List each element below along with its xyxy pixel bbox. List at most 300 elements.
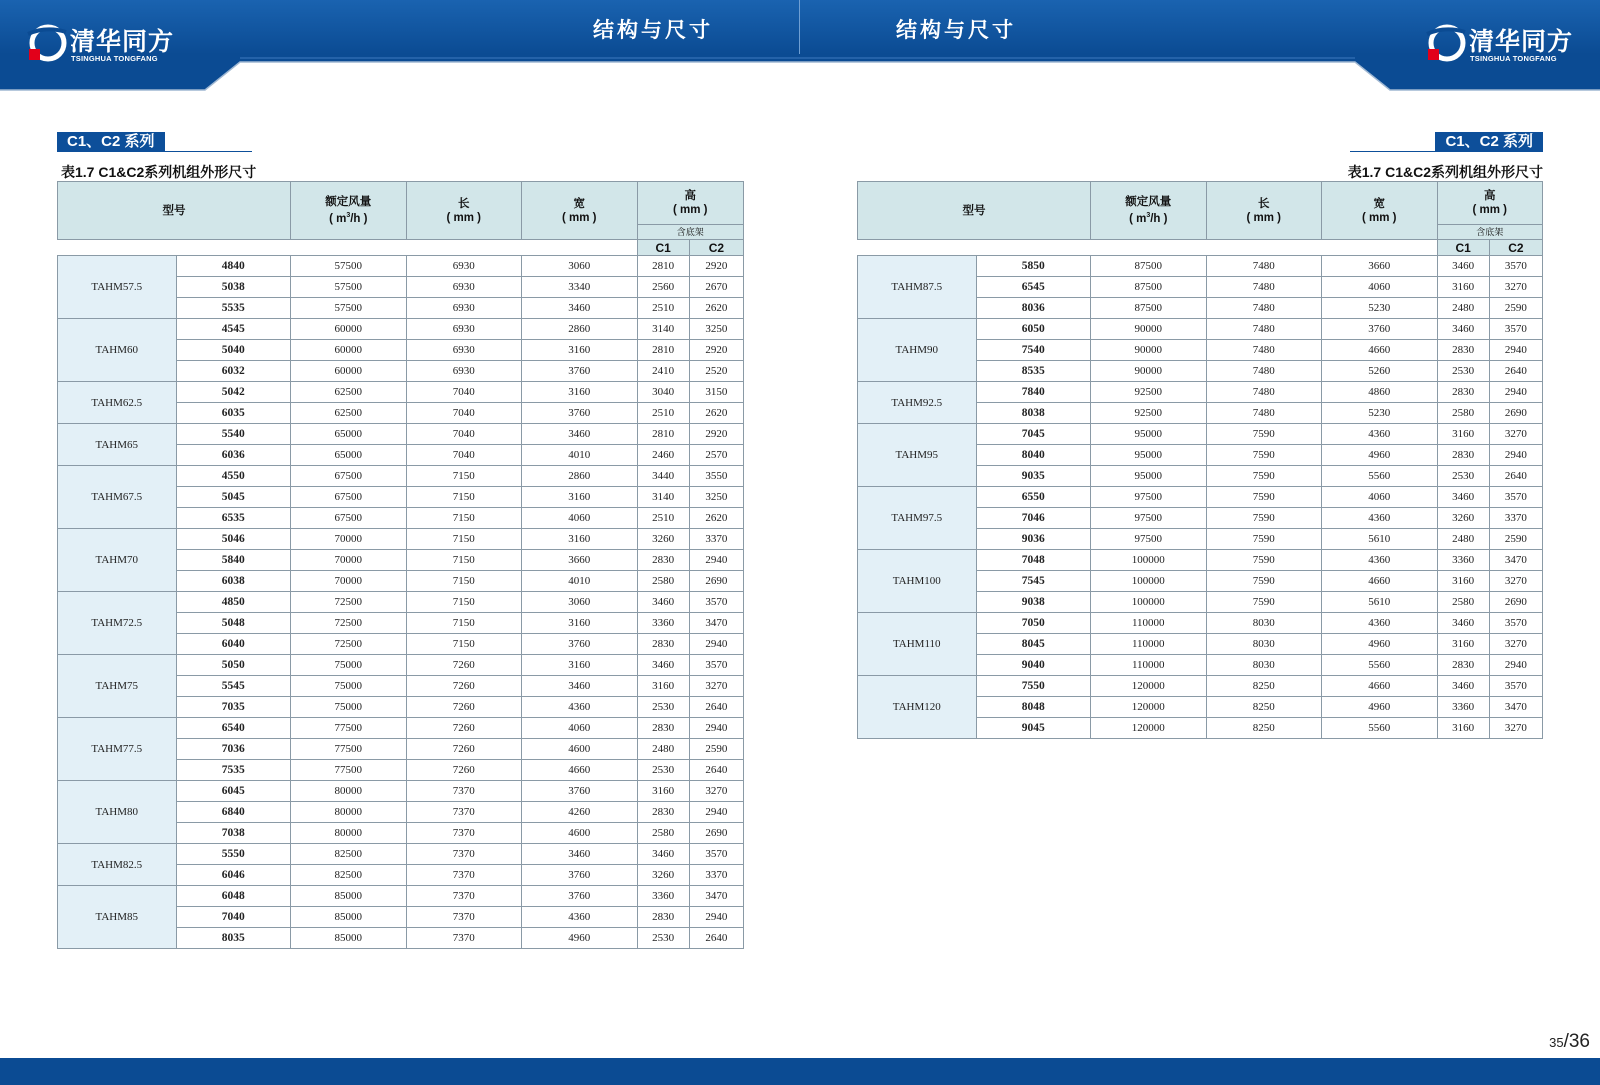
airflow-cell: 90000 (1091, 361, 1207, 382)
length-cell: 8250 (1206, 718, 1322, 739)
width-cell: 3760 (522, 634, 638, 655)
model-cell: 5540 (176, 424, 291, 445)
height-c2-cell: 3570 (689, 592, 743, 613)
height-c1-cell: 3460 (1437, 319, 1489, 340)
height-c1-cell: 3160 (1437, 718, 1489, 739)
height-c2-cell: 2940 (1489, 340, 1542, 361)
length-cell: 7040 (406, 382, 522, 403)
series-name-cell: TAHM120 (858, 676, 977, 739)
series-name-cell: TAHM80 (58, 781, 177, 844)
height-c1-cell: 2510 (637, 508, 689, 529)
length-cell: 7150 (406, 529, 522, 550)
page-number (1549, 1031, 1590, 1053)
width-cell: 4960 (1322, 634, 1438, 655)
height-c1-cell: 2530 (637, 697, 689, 718)
width-cell: 3340 (522, 277, 638, 298)
height-c2-cell: 3470 (689, 886, 743, 907)
airflow-cell: 82500 (291, 865, 407, 886)
length-cell: 7590 (1206, 466, 1322, 487)
airflow-cell: 77500 (291, 760, 407, 781)
airflow-cell: 85000 (291, 928, 407, 949)
model-cell: 6550 (976, 487, 1091, 508)
airflow-cell: 95000 (1091, 445, 1207, 466)
model-cell: 9035 (976, 466, 1091, 487)
height-c2-cell: 2640 (1489, 361, 1542, 382)
width-cell: 4960 (522, 928, 638, 949)
col-header-width: 宽 ( mm ) (1322, 182, 1438, 240)
model-cell: 6040 (176, 634, 291, 655)
width-cell: 4600 (522, 739, 638, 760)
airflow-cell: 62500 (291, 403, 407, 424)
col-header-model: 型号 (858, 182, 1091, 240)
airflow-cell: 90000 (1091, 340, 1207, 361)
height-c1-cell: 3460 (637, 592, 689, 613)
header-divider (799, 0, 800, 54)
height-c1-cell: 2830 (1437, 445, 1489, 466)
height-c2-cell: 3470 (1489, 550, 1542, 571)
model-cell: 7050 (976, 613, 1091, 634)
series-name-cell: TAHM82.5 (58, 844, 177, 886)
table-title-left: 表1.7 C1&C2系列机组外形尺寸 (61, 164, 257, 180)
table-row (858, 256, 1543, 277)
height-c2-cell: 2590 (689, 739, 743, 760)
model-cell: 5038 (176, 277, 291, 298)
col-header-airflow: 额定风量 ( $m^3/h$ ) (291, 182, 407, 240)
height-c2-cell: 3570 (689, 844, 743, 865)
height-c2-cell: 3370 (1489, 508, 1542, 529)
table-row (58, 886, 744, 907)
height-c1-cell: 2460 (637, 445, 689, 466)
length-cell: 7370 (406, 886, 522, 907)
model-cell: 6045 (176, 781, 291, 802)
width-cell: 3160 (522, 487, 638, 508)
series-name-cell: TAHM90 (858, 319, 977, 382)
airflow-cell: 70000 (291, 550, 407, 571)
width-cell: 3460 (522, 676, 638, 697)
width-cell: 5230 (1322, 403, 1438, 424)
airflow-cell: 75000 (291, 697, 407, 718)
table-row (58, 424, 744, 445)
height-c1-cell: 3460 (1437, 487, 1489, 508)
series-name-cell: TAHM97.5 (858, 487, 977, 550)
airflow-cell: 110000 (1091, 655, 1207, 676)
series-tag-label: C1、C2 系列 (1435, 132, 1543, 152)
length-cell: 7480 (1206, 319, 1322, 340)
height-c2-cell: 3570 (1489, 487, 1542, 508)
height-c2-cell: 3550 (689, 466, 743, 487)
height-c1-cell: 2810 (637, 340, 689, 361)
airflow-cell: 67500 (291, 466, 407, 487)
width-cell: 4060 (1322, 487, 1438, 508)
model-cell: 6046 (176, 865, 291, 886)
length-cell: 7590 (1206, 487, 1322, 508)
airflow-cell: 65000 (291, 445, 407, 466)
model-cell: 7048 (976, 550, 1091, 571)
length-cell: 7480 (1206, 361, 1322, 382)
length-cell: 7480 (1206, 382, 1322, 403)
width-cell: 3660 (1322, 256, 1438, 277)
model-cell: 7840 (976, 382, 1091, 403)
height-c1-cell: 2830 (637, 718, 689, 739)
height-c2-cell: 2640 (689, 928, 743, 949)
width-cell: 4360 (1322, 424, 1438, 445)
length-cell: 7040 (406, 445, 522, 466)
logo-text-en: TSINGHUA TONGFANG (71, 54, 158, 63)
model-cell: 7535 (176, 760, 291, 781)
length-cell: 7370 (406, 823, 522, 844)
width-cell: 3760 (522, 886, 638, 907)
height-c1-cell: 2830 (637, 802, 689, 823)
length-cell: 8030 (1206, 655, 1322, 676)
height-c1-cell: 2580 (637, 571, 689, 592)
height-c1-cell: 2530 (637, 928, 689, 949)
height-c1-cell: 3160 (1437, 634, 1489, 655)
model-cell: 7035 (176, 697, 291, 718)
height-c1-cell: 3140 (637, 487, 689, 508)
model-cell: 6050 (976, 319, 1091, 340)
width-cell: 4960 (1322, 697, 1438, 718)
series-name-cell: TAHM77.5 (58, 718, 177, 781)
series-name-cell: TAHM110 (858, 613, 977, 676)
height-c2-cell: 3250 (689, 487, 743, 508)
logo-text-cn: 清华同方 (70, 27, 175, 56)
logo-text-en: TSINGHUA TONGFANG (1470, 54, 1557, 63)
width-cell: 4360 (1322, 508, 1438, 529)
airflow-cell: 120000 (1091, 718, 1207, 739)
height-c1-cell: 2480 (1437, 529, 1489, 550)
airflow-cell: 92500 (1091, 382, 1207, 403)
airflow-cell: 85000 (291, 886, 407, 907)
table-row (858, 613, 1543, 634)
model-cell: 6036 (176, 445, 291, 466)
height-c2-cell: 2590 (1489, 298, 1542, 319)
length-cell: 6930 (406, 298, 522, 319)
model-cell: 5045 (176, 487, 291, 508)
length-cell: 7480 (1206, 298, 1322, 319)
length-cell: 7260 (406, 676, 522, 697)
width-cell: 4660 (1322, 340, 1438, 361)
length-cell: 7370 (406, 865, 522, 886)
width-cell: 3760 (522, 361, 638, 382)
height-c1-cell: 2830 (637, 550, 689, 571)
width-cell: 3760 (522, 865, 638, 886)
header-title-left: 结构与尺寸 (593, 17, 713, 42)
airflow-cell: 92500 (1091, 403, 1207, 424)
model-cell: 7545 (976, 571, 1091, 592)
table-row (858, 382, 1543, 403)
model-cell: 9038 (976, 592, 1091, 613)
airflow-cell: 110000 (1091, 634, 1207, 655)
series-name-cell: TAHM57.5 (58, 256, 177, 319)
page-total: 36 (1568, 1031, 1590, 1052)
model-cell: 5042 (176, 382, 291, 403)
airflow-cell: 70000 (291, 529, 407, 550)
height-c2-cell: 2940 (1489, 445, 1542, 466)
airflow-cell: 97500 (1091, 487, 1207, 508)
model-cell: 7046 (976, 508, 1091, 529)
model-cell: 4550 (176, 466, 291, 487)
height-c1-cell: 3460 (1437, 676, 1489, 697)
width-cell: 3160 (522, 655, 638, 676)
airflow-cell: 97500 (1091, 508, 1207, 529)
width-cell: 5230 (1322, 298, 1438, 319)
width-cell: 4960 (1322, 445, 1438, 466)
height-c1-cell: 2830 (637, 634, 689, 655)
series-tag-left (57, 132, 252, 152)
airflow-cell: 67500 (291, 508, 407, 529)
height-c2-cell: 2640 (689, 760, 743, 781)
length-cell: 7480 (1206, 277, 1322, 298)
airflow-cell: 87500 (1091, 298, 1207, 319)
height-c1-cell: 3460 (1437, 256, 1489, 277)
length-cell: 7370 (406, 844, 522, 865)
length-cell: 8030 (1206, 634, 1322, 655)
height-c2-cell: 2570 (689, 445, 743, 466)
airflow-cell: 80000 (291, 823, 407, 844)
series-name-cell: TAHM60 (58, 319, 177, 382)
logo-mark-icon (1425, 24, 1467, 64)
height-c2-cell: 2940 (1489, 382, 1542, 403)
width-cell: 4060 (522, 508, 638, 529)
width-cell: 2860 (522, 319, 638, 340)
airflow-cell: 87500 (1091, 256, 1207, 277)
length-cell: 7260 (406, 655, 522, 676)
height-c1-cell: 2580 (1437, 592, 1489, 613)
series-name-cell: TAHM87.5 (858, 256, 977, 319)
length-cell: 7150 (406, 592, 522, 613)
width-cell: 3160 (522, 340, 638, 361)
width-cell: 4260 (522, 802, 638, 823)
height-c2-cell: 2690 (1489, 403, 1542, 424)
logo-right (1425, 18, 1585, 64)
height-c1-cell: 3040 (637, 382, 689, 403)
height-c1-cell: 2830 (637, 907, 689, 928)
height-c2-cell: 3570 (689, 655, 743, 676)
height-c1-cell: 2510 (637, 298, 689, 319)
height-c1-cell: 3160 (1437, 277, 1489, 298)
airflow-cell: 110000 (1091, 613, 1207, 634)
col-header-base-note: 含底架 (1437, 225, 1542, 240)
airflow-cell: 80000 (291, 781, 407, 802)
length-cell: 8250 (1206, 697, 1322, 718)
series-name-cell: TAHM67.5 (58, 466, 177, 529)
table-row (858, 487, 1543, 508)
model-cell: 7038 (176, 823, 291, 844)
model-cell: 4840 (176, 256, 291, 277)
airflow-cell: 77500 (291, 739, 407, 760)
table-row (58, 592, 744, 613)
length-cell: 7260 (406, 739, 522, 760)
model-cell: 8535 (976, 361, 1091, 382)
height-c1-cell: 3360 (1437, 697, 1489, 718)
model-cell: 5040 (176, 340, 291, 361)
airflow-cell: 72500 (291, 634, 407, 655)
table-row (58, 781, 744, 802)
model-cell: 6038 (176, 571, 291, 592)
height-c2-cell: 2620 (689, 403, 743, 424)
height-c1-cell: 3160 (637, 676, 689, 697)
height-c2-cell: 3270 (1489, 424, 1542, 445)
width-cell: 4060 (1322, 277, 1438, 298)
height-c2-cell: 3570 (1489, 319, 1542, 340)
col-header-airflow: 额定风量 ( $m^3/h$ ) (1091, 182, 1207, 240)
length-cell: 7590 (1206, 445, 1322, 466)
logo-mark-icon (26, 24, 68, 64)
width-cell: 4010 (522, 571, 638, 592)
length-cell: 7480 (1206, 256, 1322, 277)
height-c2-cell: 2940 (689, 634, 743, 655)
col-header-length: 长 ( mm ) (1206, 182, 1322, 240)
height-c2-cell: 2620 (689, 508, 743, 529)
width-cell: 5560 (1322, 718, 1438, 739)
height-c2-cell: 2940 (689, 718, 743, 739)
height-c2-cell: 2940 (689, 550, 743, 571)
height-c1-cell: 2830 (1437, 382, 1489, 403)
width-cell: 4360 (1322, 550, 1438, 571)
col-header-c1: C1 (1437, 240, 1489, 256)
width-cell: 2860 (522, 466, 638, 487)
width-cell: 3760 (522, 403, 638, 424)
length-cell: 7370 (406, 907, 522, 928)
length-cell: 7590 (1206, 550, 1322, 571)
length-cell: 7150 (406, 613, 522, 634)
length-cell: 7590 (1206, 508, 1322, 529)
col-header-width: 宽 ( mm ) (522, 182, 638, 240)
airflow-cell: 57500 (291, 256, 407, 277)
length-cell: 7150 (406, 550, 522, 571)
length-cell: 7480 (1206, 403, 1322, 424)
height-c1-cell: 2830 (1437, 655, 1489, 676)
width-cell: 3660 (522, 550, 638, 571)
model-cell: 7045 (976, 424, 1091, 445)
width-cell: 3460 (522, 424, 638, 445)
length-cell: 8250 (1206, 676, 1322, 697)
height-c2-cell: 3570 (1489, 256, 1542, 277)
airflow-cell: 95000 (1091, 424, 1207, 445)
airflow-cell: 90000 (1091, 319, 1207, 340)
airflow-cell: 60000 (291, 361, 407, 382)
height-c2-cell: 3270 (1489, 277, 1542, 298)
model-cell: 7540 (976, 340, 1091, 361)
length-cell: 6930 (406, 340, 522, 361)
length-cell: 7480 (1206, 340, 1322, 361)
airflow-cell: 100000 (1091, 550, 1207, 571)
width-cell: 5260 (1322, 361, 1438, 382)
series-name-cell: TAHM92.5 (858, 382, 977, 424)
height-c2-cell: 3470 (689, 613, 743, 634)
model-cell: 6535 (176, 508, 291, 529)
length-cell: 6930 (406, 277, 522, 298)
height-c1-cell: 2810 (637, 256, 689, 277)
width-cell: 3160 (522, 529, 638, 550)
width-cell: 4660 (522, 760, 638, 781)
logo-left (26, 18, 186, 64)
length-cell: 6930 (406, 256, 522, 277)
height-c2-cell: 3370 (689, 865, 743, 886)
model-cell: 5535 (176, 298, 291, 319)
model-cell: 5550 (176, 844, 291, 865)
model-cell: 6840 (176, 802, 291, 823)
height-c1-cell: 3160 (1437, 571, 1489, 592)
height-c1-cell: 3360 (637, 886, 689, 907)
model-cell: 8045 (976, 634, 1091, 655)
height-c1-cell: 2830 (1437, 340, 1489, 361)
height-c2-cell: 3270 (1489, 571, 1542, 592)
model-cell: 5050 (176, 655, 291, 676)
series-name-cell: TAHM70 (58, 529, 177, 592)
page-separator: / (1563, 1031, 1569, 1052)
length-cell: 8030 (1206, 613, 1322, 634)
col-header-c2: C2 (1489, 240, 1542, 256)
table-row (58, 466, 744, 487)
airflow-cell: 67500 (291, 487, 407, 508)
width-cell: 5610 (1322, 592, 1438, 613)
table-row (858, 550, 1543, 571)
height-c2-cell: 3250 (689, 319, 743, 340)
airflow-cell: 77500 (291, 718, 407, 739)
model-cell: 6035 (176, 403, 291, 424)
width-cell: 3760 (522, 781, 638, 802)
width-cell: 3060 (522, 256, 638, 277)
width-cell: 3160 (522, 613, 638, 634)
height-c1-cell: 2510 (637, 403, 689, 424)
airflow-cell: 87500 (1091, 277, 1207, 298)
length-cell: 7260 (406, 697, 522, 718)
height-c1-cell: 2580 (1437, 403, 1489, 424)
height-c2-cell: 2520 (689, 361, 743, 382)
width-cell: 4360 (1322, 613, 1438, 634)
height-c1-cell: 3440 (637, 466, 689, 487)
series-name-cell: TAHM72.5 (58, 592, 177, 655)
height-c2-cell: 2690 (689, 823, 743, 844)
height-c2-cell: 2590 (1489, 529, 1542, 550)
series-name-cell: TAHM85 (58, 886, 177, 949)
model-cell: 6048 (176, 886, 291, 907)
height-c2-cell: 2670 (689, 277, 743, 298)
airflow-cell: 82500 (291, 844, 407, 865)
col-header-c1: C1 (637, 240, 689, 256)
height-c2-cell: 2940 (1489, 655, 1542, 676)
height-c2-cell: 3150 (689, 382, 743, 403)
series-name-cell: TAHM95 (858, 424, 977, 487)
height-c1-cell: 3360 (1437, 550, 1489, 571)
width-cell: 4360 (522, 697, 638, 718)
height-c1-cell: 2580 (637, 823, 689, 844)
height-c2-cell: 2920 (689, 256, 743, 277)
length-cell: 7150 (406, 487, 522, 508)
height-c1-cell: 2480 (1437, 298, 1489, 319)
series-name-cell: TAHM62.5 (58, 382, 177, 424)
length-cell: 7150 (406, 634, 522, 655)
spec-table-right (857, 181, 1543, 739)
width-cell: 4360 (522, 907, 638, 928)
height-c2-cell: 2940 (689, 907, 743, 928)
model-cell: 5046 (176, 529, 291, 550)
table-row (58, 718, 744, 739)
length-cell: 7590 (1206, 592, 1322, 613)
airflow-cell: 100000 (1091, 571, 1207, 592)
table-row (858, 319, 1543, 340)
table-title-right: 表1.7 C1&C2系列机组外形尺寸 (1347, 164, 1543, 180)
length-cell: 7590 (1206, 529, 1322, 550)
airflow-cell: 120000 (1091, 676, 1207, 697)
width-cell: 4660 (1322, 571, 1438, 592)
spec-table-left (57, 181, 744, 949)
height-c1-cell: 2810 (637, 424, 689, 445)
length-cell: 7040 (406, 403, 522, 424)
model-cell: 5048 (176, 613, 291, 634)
airflow-cell: 85000 (291, 907, 407, 928)
